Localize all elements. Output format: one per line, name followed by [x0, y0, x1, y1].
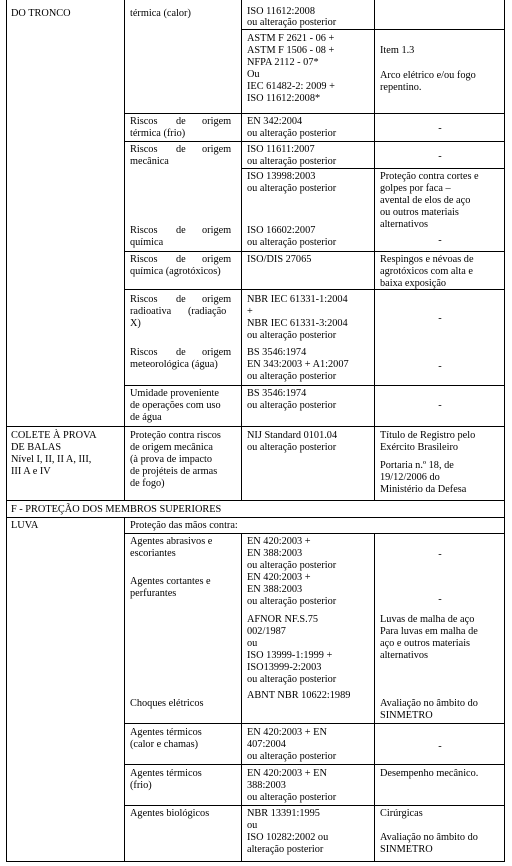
category-label: COLETE À PROVA	[11, 430, 97, 441]
row-line	[124, 723, 505, 724]
note-text: Proteção contra cortes e	[380, 171, 479, 182]
risk-label: Riscos	[130, 225, 158, 236]
note-text: Arco elétrico e/ou fogo	[380, 70, 476, 81]
risk-label: de fogo)	[130, 478, 165, 489]
standard-text: ou alteração posterior	[247, 674, 337, 685]
standard-text: EN 420:2003 + EN	[247, 768, 327, 779]
risk-label: (calor e chamas)	[130, 739, 199, 750]
standard-text: BS 3546:1974	[247, 347, 307, 358]
risk-label: de projéteis de armas	[130, 466, 218, 477]
row-line	[241, 29, 505, 30]
standard-text: AFNOR NF.S.75	[247, 614, 318, 625]
note-text: Luvas de malha de aço	[380, 614, 475, 625]
risk-label: origem	[202, 144, 232, 155]
risk-label: química	[130, 237, 164, 248]
category-label: Nível I, II, II A, III,	[11, 454, 92, 465]
note-text: alternativos	[380, 650, 429, 661]
standard-text: ou alteração posterior	[247, 560, 337, 571]
note-text: Avaliação no âmbito do	[380, 698, 478, 709]
risk-label: de	[176, 294, 186, 305]
standard-text: ABNT NBR 10622:1989	[247, 690, 351, 701]
section-heading: F - PROTEÇÃO DOS MEMBROS SUPERIORES	[11, 504, 222, 515]
risk-label: de origem mecânica	[130, 442, 213, 453]
standard-text: EN 388:2003	[247, 584, 303, 595]
risk-label: Agentes abrasivos e	[130, 536, 213, 547]
note-text: baixa exposição	[380, 278, 447, 289]
standard-text: alteração posterior	[247, 844, 324, 855]
standard-text: ou alteração posterior	[247, 792, 337, 803]
standard-text: NBR IEC 61331-1:2004	[247, 294, 348, 305]
risk-label: origem	[202, 294, 232, 305]
standard-text: ASTM F 2621 - 06 +	[247, 33, 335, 44]
empty-dash: -	[438, 741, 442, 752]
row-line	[124, 385, 505, 386]
risk-label: Riscos	[130, 254, 158, 265]
standard-text: ou alteração posterior	[247, 128, 337, 139]
risk-label: radioativa	[130, 306, 172, 317]
risk-label: de	[176, 116, 186, 127]
note-text: SINMETRO	[380, 844, 433, 855]
risk-label: Riscos	[130, 116, 158, 127]
empty-dash: -	[438, 400, 442, 411]
empty-dash: -	[438, 123, 442, 134]
standard-text: ou alteração posterior	[247, 371, 337, 382]
note-text: Respingos e névoas de	[380, 254, 474, 265]
standard-text: ASTM F 1506 - 08 +	[247, 45, 335, 56]
row-line	[124, 805, 505, 806]
empty-dash: -	[438, 313, 442, 324]
category-label: LUVA	[11, 520, 39, 531]
note-text: Exército Brasileiro	[380, 442, 459, 453]
col-divider-3b	[374, 533, 375, 861]
risk-label: (frio)	[130, 780, 152, 791]
risk-label: de	[176, 144, 186, 155]
standard-text: NIJ Standard 0101.04	[247, 430, 338, 441]
note-text: aço e outros materiais	[380, 638, 471, 649]
standard-text: ISO13999-2:2003	[247, 662, 322, 673]
standard-text: EN 342:2004	[247, 116, 303, 127]
subheading: Proteção das mãos contra:	[130, 520, 238, 531]
note-text: golpes por faca –	[380, 183, 451, 194]
standard-text: EN 343:2003 + A1:2007	[247, 359, 349, 370]
standard-text: ISO 11612:2008*	[247, 93, 321, 104]
empty-dash: -	[438, 151, 442, 162]
empty-dash: -	[438, 594, 442, 605]
note-text: repentino.	[380, 82, 422, 93]
risk-label: de operações com uso	[130, 400, 221, 411]
row-line	[124, 141, 505, 142]
standard-text: EN 420:2003 +	[247, 536, 311, 547]
standard-text: ISO 13998:2003	[247, 171, 316, 182]
col-divider-2b	[241, 533, 242, 861]
standard-text: EN 420:2003 + EN	[247, 727, 327, 738]
standard-text: ou alteração posterior	[247, 183, 337, 194]
table-border-bottom	[6, 861, 505, 862]
risk-label: térmica (frio)	[130, 128, 186, 139]
note-text: Desempenho mecânico.	[380, 768, 479, 779]
risk-label: de água	[130, 412, 162, 423]
empty-dash: -	[438, 549, 442, 560]
risk-label: Proteção contra riscos	[130, 430, 221, 441]
risk-label: de	[176, 254, 186, 265]
standard-text: 388:2003	[247, 780, 286, 791]
standard-text: ou alteração posterior	[247, 751, 337, 762]
standard-text: NBR 13391:1995	[247, 808, 320, 819]
standard-text: NFPA 2112 - 07*	[247, 57, 319, 68]
standard-text: ou alteração posterior	[247, 330, 337, 341]
risk-label: de	[176, 347, 186, 358]
standard-text: EN 388:2003	[247, 548, 303, 559]
standard-text: ISO 11612:2008	[247, 6, 315, 17]
category-label: DO TRONCO	[11, 8, 71, 19]
risk-label: Agentes térmicos	[130, 768, 202, 779]
risk-label: Agentes cortantes e	[130, 576, 211, 587]
col-divider-3	[374, 0, 375, 500]
category-label: III A e IV	[11, 466, 51, 477]
risk-label: Agentes biológicos	[130, 808, 210, 819]
risk-label: meteorológica (água)	[130, 359, 218, 370]
risk-label: de	[176, 225, 186, 236]
col-divider-1	[124, 0, 125, 500]
standard-text: ou alteração posterior	[247, 237, 337, 248]
row-line	[124, 764, 505, 765]
risk-label: Riscos	[130, 144, 158, 155]
note-text: Título de Registro pelo	[380, 430, 476, 441]
note-text: Item 1.3	[380, 45, 415, 56]
standard-text: ou alteração posterior	[247, 156, 337, 167]
note-text: Para luvas em malha de	[380, 626, 478, 637]
risk-label: X)	[130, 318, 141, 329]
standard-text: BS 3546:1974	[247, 388, 307, 399]
note-text: Portaria n.º 18, de	[380, 460, 454, 471]
risk-label: origem	[202, 254, 232, 265]
risk-label: origem	[202, 347, 232, 358]
standard-text: ou alteração posterior	[247, 442, 337, 453]
risk-label: Umidade proveniente	[130, 388, 219, 399]
note-text: Ministério da Defesa	[380, 484, 467, 495]
risk-label: química (agrotóxicos)	[130, 266, 221, 277]
standard-text: Ou	[247, 69, 260, 80]
risk-label: (à prova de impacto	[130, 454, 213, 465]
note-text: Avaliação no âmbito do	[380, 832, 478, 843]
note-text: Cirúrgicas	[380, 808, 423, 819]
col-divider-1b	[124, 517, 125, 861]
risk-label: mecânica	[130, 156, 169, 167]
risk-label: Riscos	[130, 347, 158, 358]
risk-label: Choques elétricos	[130, 698, 204, 709]
standard-text: ou	[247, 638, 258, 649]
row-line	[124, 113, 505, 114]
standard-text: ISO 10282:2002 ou	[247, 832, 329, 843]
empty-dash: -	[438, 235, 442, 246]
note-text: agrotóxicos com alta e	[380, 266, 473, 277]
row-line	[241, 168, 505, 169]
standard-text: NBR IEC 61331-3:2004	[247, 318, 348, 329]
risk-label: (radiação	[188, 306, 227, 317]
risk-label: origem	[202, 225, 232, 236]
risk-label: Riscos	[130, 294, 158, 305]
note-text: ou outros materiais	[380, 207, 459, 218]
standard-text: 002/1987	[247, 626, 286, 637]
standard-text: ISO/DIS 27065	[247, 254, 312, 265]
standard-text: ou alteração posterior	[247, 17, 337, 28]
row-line	[6, 426, 505, 427]
standard-text: ou alteração posterior	[247, 596, 337, 607]
note-text: avental de elos de aço	[380, 195, 471, 206]
note-text: 19/12/2006 do	[380, 472, 440, 483]
risk-label: escoriantes	[130, 548, 176, 559]
standard-text: ou	[247, 820, 258, 831]
table-border-left	[6, 0, 7, 861]
standard-text: ISO 13999-1:1999 +	[247, 650, 333, 661]
empty-dash: -	[438, 361, 442, 372]
category-label: DE BALAS	[11, 442, 62, 453]
standard-text: EN 420:2003 +	[247, 572, 311, 583]
standard-text: 407:2004	[247, 739, 286, 750]
risk-label: origem	[202, 116, 232, 127]
note-text: SINMETRO	[380, 710, 433, 721]
row-line	[124, 289, 505, 290]
risk-label: térmica (calor)	[130, 8, 191, 19]
standard-text: IEC 61482-2: 2009 +	[247, 81, 335, 92]
risk-label: perfurantes	[130, 588, 177, 599]
row-line	[6, 500, 505, 501]
standard-text: ISO 16602:2007	[247, 225, 316, 236]
row-line	[6, 517, 505, 518]
note-text: alternativos	[380, 219, 429, 230]
col-divider-2	[241, 0, 242, 500]
row-line	[124, 251, 505, 252]
risk-label: Agentes térmicos	[130, 727, 202, 738]
standard-text: +	[247, 306, 253, 317]
row-line	[124, 533, 505, 534]
standard-text: ISO 11611:2007	[247, 144, 315, 155]
standard-text: ou alteração posterior	[247, 400, 337, 411]
